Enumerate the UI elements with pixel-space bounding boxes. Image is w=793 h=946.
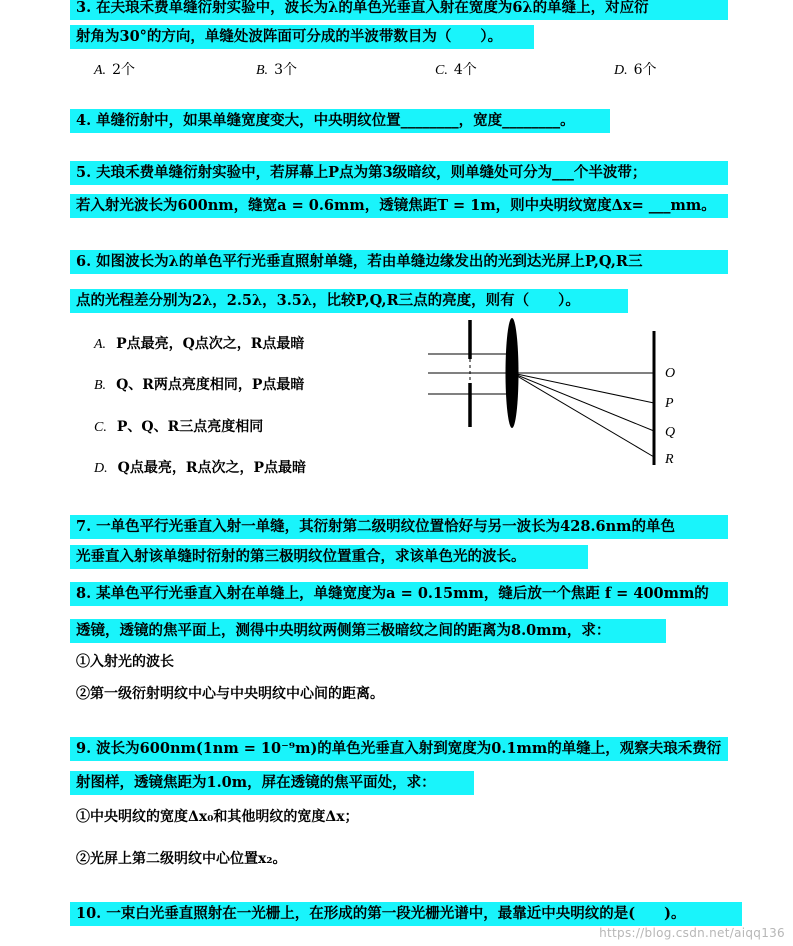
q3-option-d-text: 6个 bbox=[633, 62, 657, 78]
q7-line-1: 7. 一单色平行光垂直入射一单缝，其衍射第二级明纹位置恰好与另一波长为428.6nm的单色 bbox=[70, 515, 728, 539]
q3-option-a-text: 2个 bbox=[112, 62, 135, 78]
q3-option-c-text: 4个 bbox=[453, 62, 477, 78]
label-p: P bbox=[665, 396, 674, 411]
q5-line-1: 5. 夫琅禾费单缝衍射实验中，若屏幕上P点为第3级暗纹，则单缝处可分为___个半波带； bbox=[70, 161, 728, 185]
q3-option-c bbox=[435, 59, 477, 82]
q6-option-a-label: A. bbox=[94, 337, 107, 352]
q6-option-c bbox=[94, 416, 263, 439]
q6-option-b-text: Q、R两点亮度相同，P点最暗 bbox=[116, 377, 305, 393]
q6-line-2: 点的光程差分别为2λ，2.5λ，3.5λ，比较P,Q,R三点的亮度，则有（ ）。 bbox=[70, 289, 628, 313]
q8-sub-2: ②第一级衍射明纹中心与中央明纹中心间的距离。 bbox=[76, 686, 384, 702]
q8-line-2: 透镜，透镜的焦平面上，测得中央明纹两侧第三极暗纹之间的距离为8.0mm，求： bbox=[70, 619, 666, 643]
ray-to-p bbox=[512, 373, 654, 403]
q10-line-1: 10. 一束白光垂直照射在一光栅上，在形成的第一段光栅光谱中，最靠近中央明纹的是( )。 bbox=[70, 902, 742, 926]
q8-line-1: 8. 某单色平行光垂直入射在单缝上，单缝宽度为a = 0.15mm，缝后放一个焦距 f = 400mm的 bbox=[70, 582, 728, 606]
q3-line-1: 3. 在夫琅禾费单缝衍射实验中，波长为λ的单色光垂直入射在宽度为6λ的单缝上，对应衍 bbox=[70, 0, 728, 20]
q3-option-b bbox=[256, 59, 297, 82]
label-o: O bbox=[665, 366, 676, 381]
q6-option-a bbox=[94, 333, 304, 356]
q6-option-a-text: P点最亮，Q点次之，R点最暗 bbox=[116, 336, 305, 352]
lens bbox=[506, 318, 519, 428]
q8-sub-1: ①入射光的波长 bbox=[76, 654, 174, 670]
q3-option-b-label: B. bbox=[256, 63, 269, 78]
q6-option-d-text: Q点最亮，R点次之，P点最暗 bbox=[117, 460, 306, 476]
q6-line-1: 6. 如图波长为λ的单色平行光垂直照射单缝，若由单缝边缘发出的光到达光屏上P,Q,R三 bbox=[70, 250, 728, 274]
label-r: R bbox=[665, 452, 674, 467]
ray-to-q bbox=[512, 373, 654, 431]
q9-sub-1: ①中央明纹的宽度Δx₀和其他明纹的宽度Δx； bbox=[76, 809, 359, 825]
ray-to-r bbox=[512, 373, 654, 457]
q6-option-d bbox=[94, 457, 306, 480]
diffraction-figure bbox=[420, 315, 700, 475]
label-q: Q bbox=[665, 425, 676, 440]
q3-option-b-text: 3个 bbox=[274, 62, 297, 78]
q6-option-d-label: D. bbox=[94, 461, 108, 476]
watermark: https://blog.csdn.net/aiqq136 bbox=[599, 926, 785, 940]
q6-option-b bbox=[94, 374, 304, 397]
q6-option-c-label: C. bbox=[94, 420, 107, 435]
q3-option-a bbox=[94, 59, 135, 82]
q9-line-1: 9. 波长为600nm(1nm = 10⁻⁹m)的单色光垂直入射到宽度为0.1mm的单缝上，观察夫琅禾费衍 bbox=[70, 737, 728, 761]
q5-line-2: 若入射光波长为600nm，缝宽a = 0.6mm，透镜焦距T = 1m，则中央明纹宽度Δx= ___mm。 bbox=[70, 194, 728, 218]
q9-sub-2: ②光屏上第二级明纹中心位置x₂。 bbox=[76, 851, 287, 867]
q4-line-1: 4. 单缝衍射中，如果单缝宽度变大，中央明纹位置________，宽度________。 bbox=[70, 109, 610, 133]
q9-line-2: 射图样，透镜焦距为1.0m，屏在透镜的焦平面处，求： bbox=[70, 771, 474, 795]
q3-option-d-label: D. bbox=[614, 63, 628, 78]
q6-option-c-text: P、Q、R三点亮度相同 bbox=[116, 419, 264, 435]
q3-option-c-label: C. bbox=[435, 63, 448, 78]
q6-option-b-label: B. bbox=[94, 378, 107, 393]
q3-option-a-label: A. bbox=[94, 63, 107, 78]
q3-option-d bbox=[614, 59, 657, 82]
q7-line-2: 光垂直入射该单缝时衍射的第三极明纹位置重合，求该单色光的波长。 bbox=[70, 545, 588, 569]
q3-line-2: 射角为30°的方向，单缝处波阵面可分成的半波带数目为（ ）。 bbox=[70, 25, 534, 49]
